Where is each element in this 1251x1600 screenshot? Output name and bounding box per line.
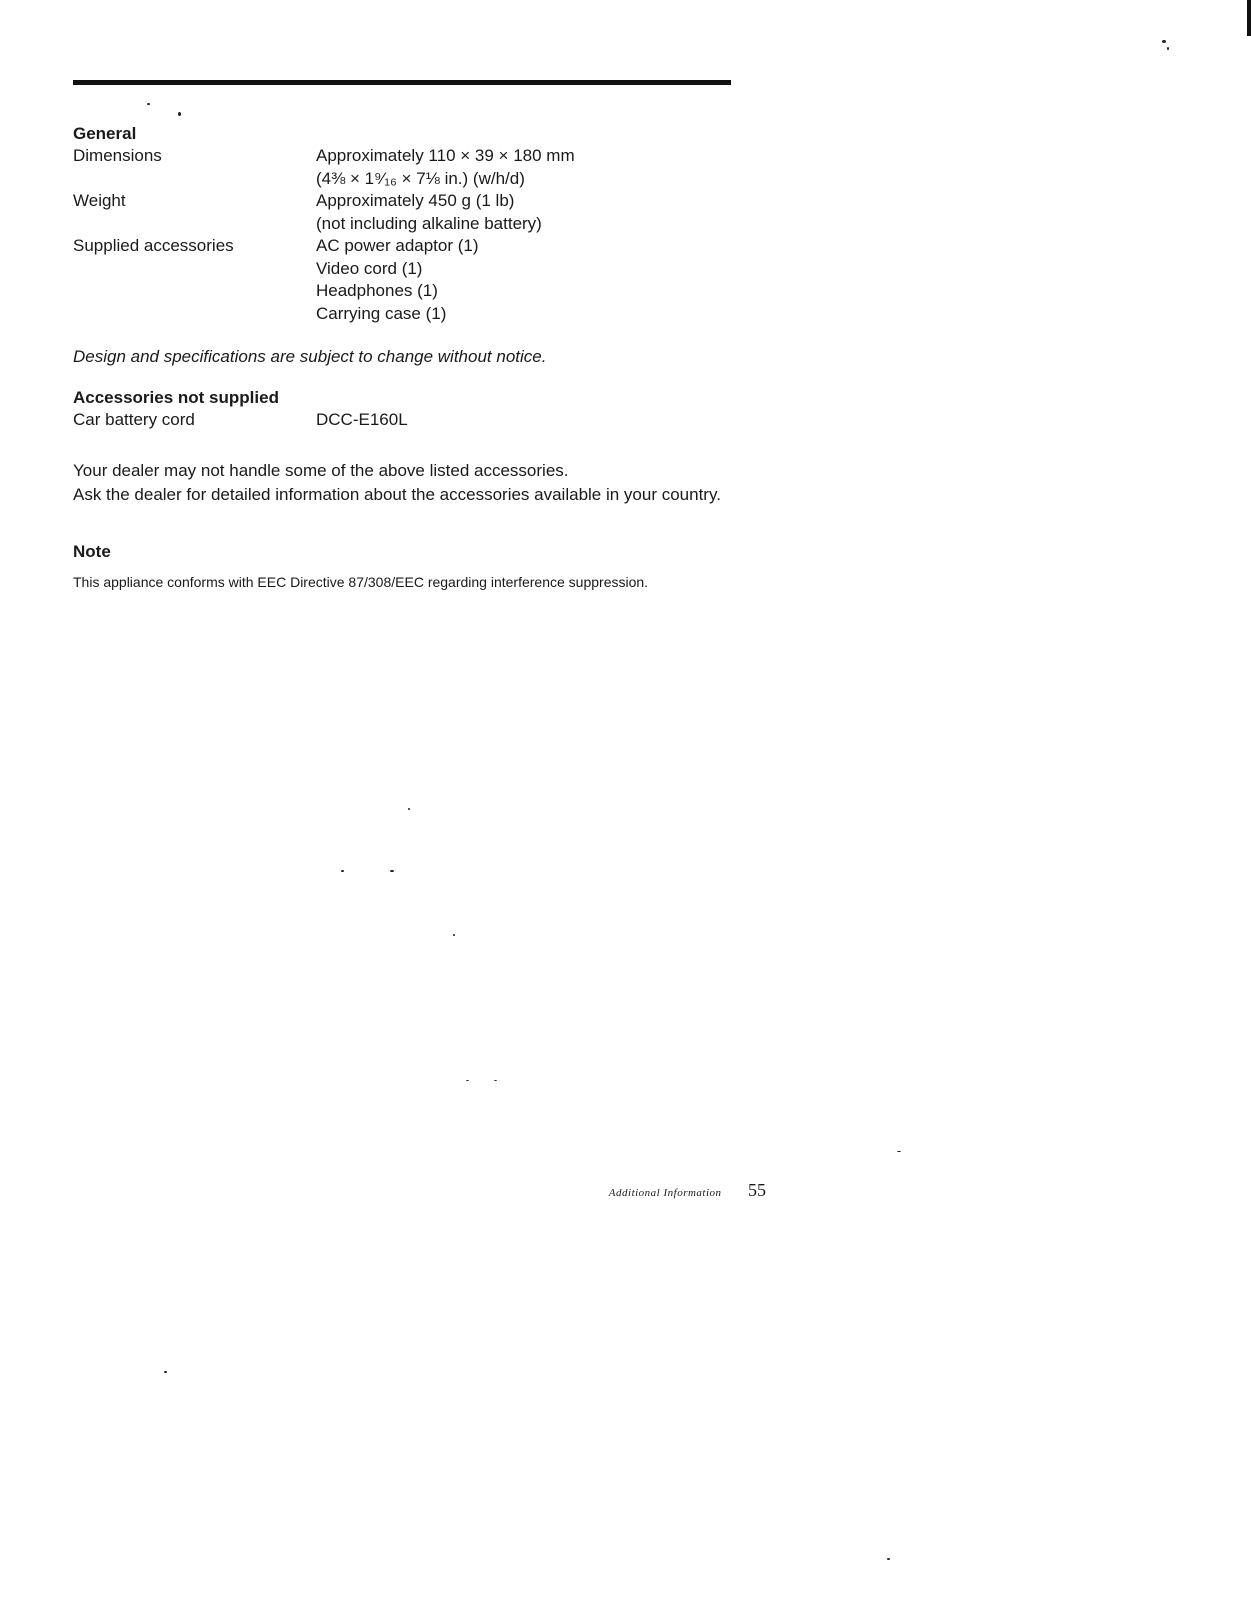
spec-value bbox=[316, 190, 575, 235]
scan-speck bbox=[390, 870, 394, 872]
spec-value-line: Carrying case (1) bbox=[316, 303, 447, 323]
spec-row-weight bbox=[73, 190, 575, 235]
specification-notice: Design and specifications are subject to change without notice. bbox=[73, 347, 547, 366]
spec-value-line: (not including alkaline battery) bbox=[316, 213, 542, 233]
spec-label: Dimensions bbox=[73, 146, 162, 165]
page-footer bbox=[500, 1180, 766, 1201]
accessories-not-supplied-heading: Accessories not supplied bbox=[73, 388, 279, 407]
spec-value bbox=[316, 145, 575, 190]
scan-speck bbox=[341, 870, 344, 872]
scan-speck bbox=[453, 934, 455, 936]
spec-label: Car battery cord bbox=[73, 410, 195, 429]
spec-row-dimensions bbox=[73, 145, 575, 190]
scan-speck bbox=[1167, 47, 1169, 50]
footer-section-title: Additional Information bbox=[608, 1187, 722, 1199]
scan-edge-mark bbox=[1247, 0, 1251, 36]
spec-label: Supplied accessories bbox=[73, 236, 234, 255]
spec-value-line: Video cord (1) bbox=[316, 258, 423, 278]
general-heading: General bbox=[73, 124, 137, 143]
note-body: This appliance conforms with EEC Directive 87/308/EEC regarding interference suppression. bbox=[73, 574, 649, 590]
scan-speck bbox=[494, 1080, 497, 1081]
dealer-paragraph bbox=[73, 459, 733, 506]
note-heading: Note bbox=[73, 542, 111, 561]
spec-value-line: Approximately 110 × 39 × 180 mm bbox=[316, 146, 575, 165]
spec-row-car-battery-cord bbox=[73, 409, 408, 432]
dealer-line: Ask the dealer for detailed information about the accessories available in your country. bbox=[73, 484, 721, 504]
scan-speck bbox=[897, 1151, 901, 1152]
spec-value: DCC-E160L bbox=[316, 410, 408, 429]
header-rule bbox=[73, 80, 731, 85]
scan-speck bbox=[1162, 40, 1166, 43]
accessories-not-supplied-table bbox=[73, 409, 408, 432]
scan-speck bbox=[164, 1371, 167, 1373]
general-spec-table bbox=[73, 145, 575, 325]
spec-row-supplied-accessories bbox=[73, 235, 575, 325]
spec-value-line: Headphones (1) bbox=[316, 281, 438, 300]
scan-speck bbox=[408, 808, 410, 810]
spec-label: Weight bbox=[73, 191, 126, 210]
scan-speck bbox=[178, 112, 181, 116]
spec-value bbox=[316, 235, 575, 325]
scan-speck bbox=[466, 1080, 469, 1081]
scan-speck bbox=[147, 103, 150, 105]
page-number: 55 bbox=[748, 1180, 766, 1200]
spec-value-line: (4⅜ × 1⁹⁄₁₆ × 7⅛ in.) (w/h/d) bbox=[316, 168, 525, 188]
scan-speck bbox=[887, 1558, 890, 1560]
dealer-line: Your dealer may not handle some of the above listed accessories. bbox=[73, 461, 569, 480]
spec-value-line: AC power adaptor (1) bbox=[316, 236, 479, 255]
spec-value-line: Approximately 450 g (1 lb) bbox=[316, 191, 515, 210]
